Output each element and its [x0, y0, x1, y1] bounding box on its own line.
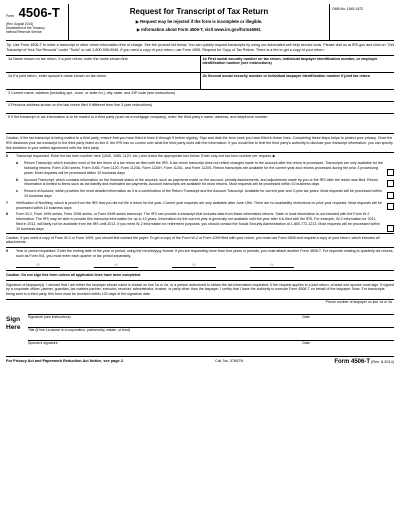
- footer-privacy-notice: For Privacy Act and Paperwork Reduction Act Notice, see page 2.: [6, 358, 124, 363]
- year-period-fields: [6, 260, 394, 271]
- form-subtitle-1: ▶ Request may be rejected if the form is incomplete or illegible.: [135, 19, 263, 24]
- footer-form-id: Form 4506-T (Rev. 8-2014): [334, 358, 394, 365]
- item-9: 9 Year or period requested. Enter the ending date of the year or period, using the mm/dd/yyyy format. If you are requesting more than four years or periods, you must attach another Form 4506-T. For requests relating to quarterly tax returns, such as Form 941, you must enter each quarter or tax period separately.: [6, 249, 394, 258]
- item-7-text: Verification of Nonfiling, which is proof from the IRS that you did not file a return for the year. Current year requests are only available after June 15th. There are no availability restrictions on prior year requests. Most requests will be processed within 10 business days: [16, 200, 382, 210]
- agency: Internal Revenue Service: [6, 30, 42, 34]
- date-field-4[interactable]: / /: [250, 263, 294, 268]
- date-field-1[interactable]: / /: [16, 263, 60, 268]
- signature-date-field[interactable]: Date: [302, 314, 310, 319]
- form-header: [6, 4, 394, 41]
- row-line1: [6, 56, 394, 73]
- item-7: 7 Verification of Nonfiling, which is proof from the IRS that you did not file a return for the year. Current year requests are only available after June 15th. There are no availability restrictions on prior year requests. Most requests will be processed within 10 business days: [6, 200, 394, 212]
- item-8: 8 Form W-2, Form 1099 series, Form 1098 series, or Form 5498 series transcript. The IRS can provide a transcript that includes data from these information returns. State or local information is not included with the Form W-2 information. The IRS may be able to provide this transcript information for up to 10 years. Information for the current year is generally not available until the year after it is filed with the IRS. For example, W-2 information for 2011, filed in 2012, will likely not be available from the IRS until 2013. If you need W-2 information for retirement purposes, you should contact the Social Security Administration at 1-800-772-1213. Most requests will be processed within 10 business days: [6, 211, 394, 232]
- option-6c: c Record of Account, which provides the most detailed information as it is a combination of the Return Transcript and the Account Transcript. Available for current year and 3 prior tax years. Most requests will be processed within 10 business days: [6, 188, 394, 200]
- header-title-block: [68, 4, 330, 40]
- caution-w2: Caution. If you need a copy of Form W-2 or Form 1099, you should first contact the payer. To get a copy of the Form W-2 or Form 1099 filed with your return, you must use Form 4506 and request a copy of your return, which includes all attachments.: [6, 234, 394, 249]
- caution-sign: Caution. Do not sign this form unless all applicable lines have been completed.: [6, 271, 394, 281]
- date-field-2[interactable]: / /: [94, 263, 138, 268]
- field-line-3[interactable]: 3 Current name, address (including apt., room, or suite no.), city, state, and ZIP code (see instructions): [6, 90, 394, 102]
- form-page: [6, 4, 394, 514]
- field-line-4[interactable]: 4 Previous address shown on the last return filed if different from line 3 (see instructions): [6, 102, 394, 114]
- title-field[interactable]: Title (if line 1a above is a corporation, partnership, estate, or trust): [28, 327, 131, 332]
- checkbox-8[interactable]: [387, 225, 394, 232]
- phone-field[interactable]: Phone number of taxpayer on line 1a or 2a: [325, 299, 392, 304]
- form-subtitle-2: ▶ Information about Form 4506-T, visit www.irs.gov/form4506t.: [136, 27, 262, 32]
- item-8-text: Form W-2, Form 1099 series, Form 1098 series, or Form 5498 series transcript. The IRS can provide a transcript that includes data from these information returns. State or local information is not included with the Form W-2 information. The IRS may be able to provide this transcript information for up to 10 years. Information for the current year is generally not available until the year after it is filed with the IRS. For example, W-2 information for 2011, filed in 2012, will likely not be available from the IRS until 2013. If you need W-2 information for retirement purposes, you should contact the Social Security Administration at 1-800-772-1213. Most requests will be processed within 10 business days: [16, 212, 380, 231]
- option-6c-text: Record of Account, which provides the most detailed information as it is a combination of the Return Transcript and the Account Transcript. Available for current year and 3 prior tax years. Most requests will be processed within 10 business days: [24, 189, 382, 198]
- signature-line: [28, 314, 394, 327]
- omb-number: OMB No. 1545-1872: [332, 7, 364, 11]
- option-6a: a Return Transcript, which includes most of the line items of a tax return as filed with the IRS. A tax return transcript does not reflect changes made to the account after the return is processed. Transcripts are only available for the following returns: Form 1040 series, Form 1065, Form 1120, Form 1120A, Form 1120H, Form 1120L, and Form 1120S. Return transcripts are available for the current year and returns processed during the prior 3 processing years. Most requests will be processed within 10 business days: [6, 160, 394, 176]
- checkbox-7[interactable]: [387, 203, 394, 210]
- section-transcripts: [6, 153, 394, 233]
- field-line-1a[interactable]: 1a Name shown on tax return. If a joint return, enter the name shown first.: [8, 57, 129, 61]
- spouse-signature-field[interactable]: Spouse's signature: [28, 340, 58, 345]
- checkbox-6a[interactable]: [387, 169, 394, 176]
- sign-here-block: [6, 300, 394, 357]
- revision: (Rev. August 2014): [6, 22, 34, 26]
- caution-third-party: Caution. If the tax transcript is being mailed to a third party, ensure that you have filled in lines 6 through 9 before signing. Sign and date the form once you have filled in these lines. Completing these steps helps to protect your privacy. Once the IRS discloses your tax transcript to the third party listed on line 5, the IRS has no control over what the third party does with the information. If you would like to limit the third party's authority to disclose your transcript information, you can specify this limitation in your written agreement with the third party.: [6, 134, 394, 153]
- field-line-2a[interactable]: 2a If a joint return, enter spouse's name shown on tax return.: [8, 74, 108, 78]
- field-line-2b[interactable]: 2b Second social security number or individual taxpayer identification number if joint tax return: [200, 73, 395, 89]
- spouse-date-field[interactable]: Date: [302, 340, 310, 345]
- signature-fields: [28, 300, 394, 356]
- item-6: 6 Transcript requested. Enter the tax form number here (1040, 1065, 1120, etc.) and check the appropriate box below. Enter only one tax form number per request. ▶: [6, 153, 394, 160]
- form-number-block: [6, 4, 66, 34]
- item-6-text: Transcript requested. Enter the tax form number here (1040, 1065, 1120, etc.) and check the appropriate box below. Enter only one tax form number per request. ▶: [16, 154, 276, 159]
- date-field-3[interactable]: / /: [172, 263, 216, 268]
- field-line-5[interactable]: 5 If the transcript or tax information is to be mailed to a third party (such as a mortgage company), enter the third party's name, address, and telephone number.: [6, 114, 394, 134]
- form-number: 4506-T: [18, 5, 60, 20]
- signature-declaration: Signature of taxpayer(s). I declare that I am either the taxpayer whose name is shown on line 1a or 2a, or a person authorized to obtain the tax information requested. If the request applies to a joint return, at least one spouse must sign. If signed by a corporate officer, partner, guardian, tax matters partner, executor, receiver, administrator, trustee, or party other than the taxpayer, I certify that I have the authority to execute Form 4506-T on behalf of the taxpayer. Note. For transcripts being sent to a third party, this form must be received within 120 days of the signature date.: [6, 281, 394, 300]
- form-footer: [6, 357, 394, 365]
- footer-cat-no: Cat. No. 37667N: [214, 358, 244, 363]
- tip-text: Tip. Use Form 4506-T to order a transcript or other return information free of charge. See the product list below. You can quickly request transcripts by using our automated self-help service tools. Please visit us at IRS.gov and click on "Get Transcript of Your Tax Records" under "Tools" or call 1-800-908-9946. If you need a copy of your return, use Form 4506, Request for Copy of Tax Return. There is a fee to get a copy of your return.: [6, 41, 394, 56]
- department: Department of the Treasury: [6, 26, 45, 30]
- sign-here-label: Sign Here: [6, 315, 21, 331]
- option-6b: b Account Transcript, which contains information on the financial status of the account, such as payments made on the account, penalty assessments, and adjustments made by you or the IRS after the return was filed. Return information is limited to items such as tax liability and estimated tax payments. Account transcripts are available for most returns. Most requests will be processed within 10 business days: [6, 177, 394, 189]
- spouse-line: [28, 340, 394, 353]
- checkbox-6b[interactable]: [387, 180, 394, 187]
- form-title: Request for Transcript of Tax Return: [129, 7, 269, 16]
- title-line: [28, 327, 394, 340]
- option-6a-text: Return Transcript, which includes most of the line items of a tax return as filed with the IRS. A tax return transcript does not reflect changes made to the account after the return is processed. Transcripts are only available for the following returns: Form 1040 series, Form 1065, Form 1120, Form 1120A, Form 1120H, Form 1120L, and Form 1120S. Return transcripts are available for the current year and returns processed during the prior 3 processing years. Most requests will be processed within 10 business days: [24, 161, 383, 175]
- signature-field[interactable]: Signature (see instructions): [28, 314, 71, 319]
- checkbox-6c[interactable]: [387, 192, 394, 199]
- form-label: Form: [6, 14, 15, 18]
- item-9-text: Year or period requested. Enter the ending date of the year or period, using the mm/dd/yyyy format. If you are requesting more than four years or periods, you must attach another Form 4506-T. For requests relating to quarterly tax returns, such as Form 941, you must enter each quarter or tax period separately.: [16, 249, 394, 258]
- field-line-1b[interactable]: 1b First social security number on tax return, individual taxpayer identification number, or employer identification number (see instructions): [200, 56, 395, 72]
- row-line2: [6, 73, 394, 90]
- option-6b-text: Account Transcript, which contains information on the financial status of the account, such as payments made on the account, penalty assessments, and adjustments made by you or the IRS after the return was filed. Return information is limited to items such as tax liability and estimated tax payments. Account transcripts are available for most returns. Most requests will be processed within 10 business days: [24, 177, 378, 187]
